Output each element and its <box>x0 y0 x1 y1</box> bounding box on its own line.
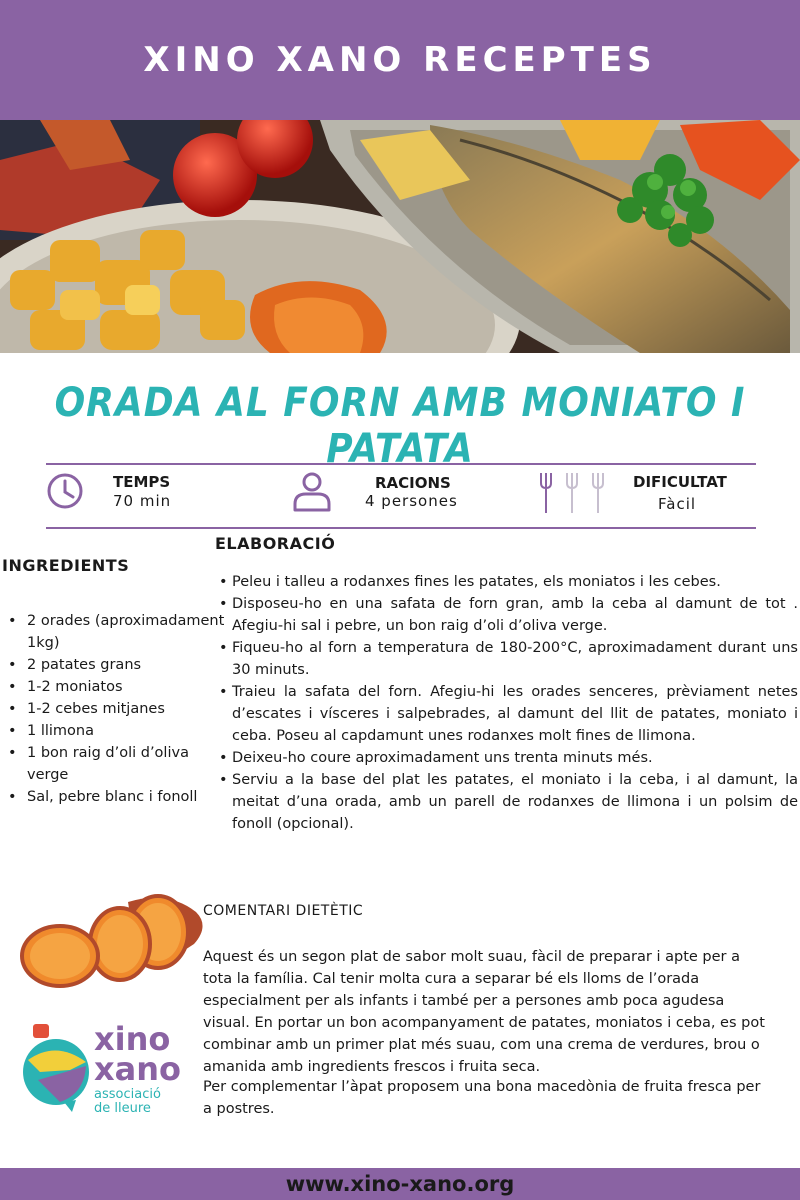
dietary-comment-postscript: Per complementar l’àpat proposem una bona macedònia de fruita fresca per a postres. <box>203 1079 761 1117</box>
forks-difficulty-icon <box>538 471 608 517</box>
footer-url[interactable]: www.xino-xano.org <box>285 1172 515 1196</box>
elaboration-steps <box>218 571 798 835</box>
list-item: • Sal, pebre blanc i fonoll <box>27 786 227 808</box>
elaboration-heading: ELABORACIÓ <box>215 534 336 553</box>
list-item: • 1 llimona <box>27 720 227 742</box>
clock-icon <box>46 471 86 511</box>
list-item: • 2 orades (aproximadament 1kg) <box>27 610 227 654</box>
step-item: • Peleu i talleu a rodanxes fines les patates, els moniatos i les cebes. <box>232 571 798 593</box>
servings-label: RACIONS <box>375 474 451 492</box>
header-banner <box>0 0 800 120</box>
recipe-title: ORADA AL FORN AMB MONIATO I PATATA <box>54 380 746 472</box>
ingredients-heading: INGREDIENTS <box>2 556 130 575</box>
recipe-info-bar <box>46 463 756 529</box>
step-item: • Fiqueu-ho al forn a temperatura de 180-200°C, aproximadament durant uns 30 minuts. <box>232 637 798 681</box>
difficulty-label: DIFICULTAT <box>633 473 727 491</box>
site-title: XINO XANO RECEPTES <box>143 40 657 80</box>
list-item: • 1 bon raig d’oli d’oliva verge <box>27 742 227 786</box>
ingredients-list <box>0 610 227 808</box>
time-label: TEMPS <box>113 473 171 491</box>
logo-line-lleure: de lleure <box>94 1101 151 1116</box>
xino-xano-logo <box>20 1022 200 1122</box>
step-item: • Serviu a la base del plat les patates, el moniato i la ceba, i al damunt, la meitat d’una orada, amb un parell de rodanxes de llimona i un polsim de fonoll (opcional). <box>232 769 798 835</box>
difficulty-value: Fàcil <box>658 495 697 513</box>
dietary-comment-heading: COMENTARI DIETÈTIC <box>203 903 364 919</box>
list-item: • 1-2 cebes mitjanes <box>27 698 227 720</box>
sweet-potato-illustration <box>18 892 208 992</box>
servings-value: 4 persones <box>365 492 458 510</box>
time-value: 70 min <box>113 492 172 510</box>
logo-word-xano: xano <box>94 1050 181 1088</box>
step-item: • Disposeu-ho en una safata de forn gran, amb la ceba al damunt de tot . Afegiu-hi sal i pebre, un bon raig d’oli d’oliva verge. <box>232 593 798 637</box>
step-item: • Deixeu-ho coure aproximadament uns trenta minuts més. <box>232 747 798 769</box>
dish-illustration <box>0 120 800 353</box>
logo-word-xino: xino <box>94 1020 171 1058</box>
person-icon <box>292 470 332 514</box>
dish-photo <box>0 120 800 353</box>
list-item: • 1-2 moniatos <box>27 676 227 698</box>
logo-line-associacio: associació <box>94 1087 161 1102</box>
spinning-top-icon <box>20 1022 96 1114</box>
step-item: • Traieu la safata del forn. Afegiu-hi les orades senceres, prèviament netes d’escates i vísceres i salpebrades, al damunt del llit de patates, moniato i ceba. Poseu al capdamunt unes rodanxes molt fines de llimona. <box>232 681 798 747</box>
list-item: • 2 patates grans <box>27 654 227 676</box>
dietary-comment-text: Aquest és un segon plat de sabor molt suau, fàcil de preparar i apte per a tota la família. Cal tenir molta cura a separar bé els lloms de l’orada especialment per als infants i també per a persones amb poca agudesa visual. En portar un bon acompanyament de patates, moniatos i ceba, es pot combinar amb un primer plat més suau, com una crema de verdures, brou o amanida amb ingredients frescos i fruita seca. <box>203 949 765 1075</box>
footer-banner <box>0 1168 800 1200</box>
